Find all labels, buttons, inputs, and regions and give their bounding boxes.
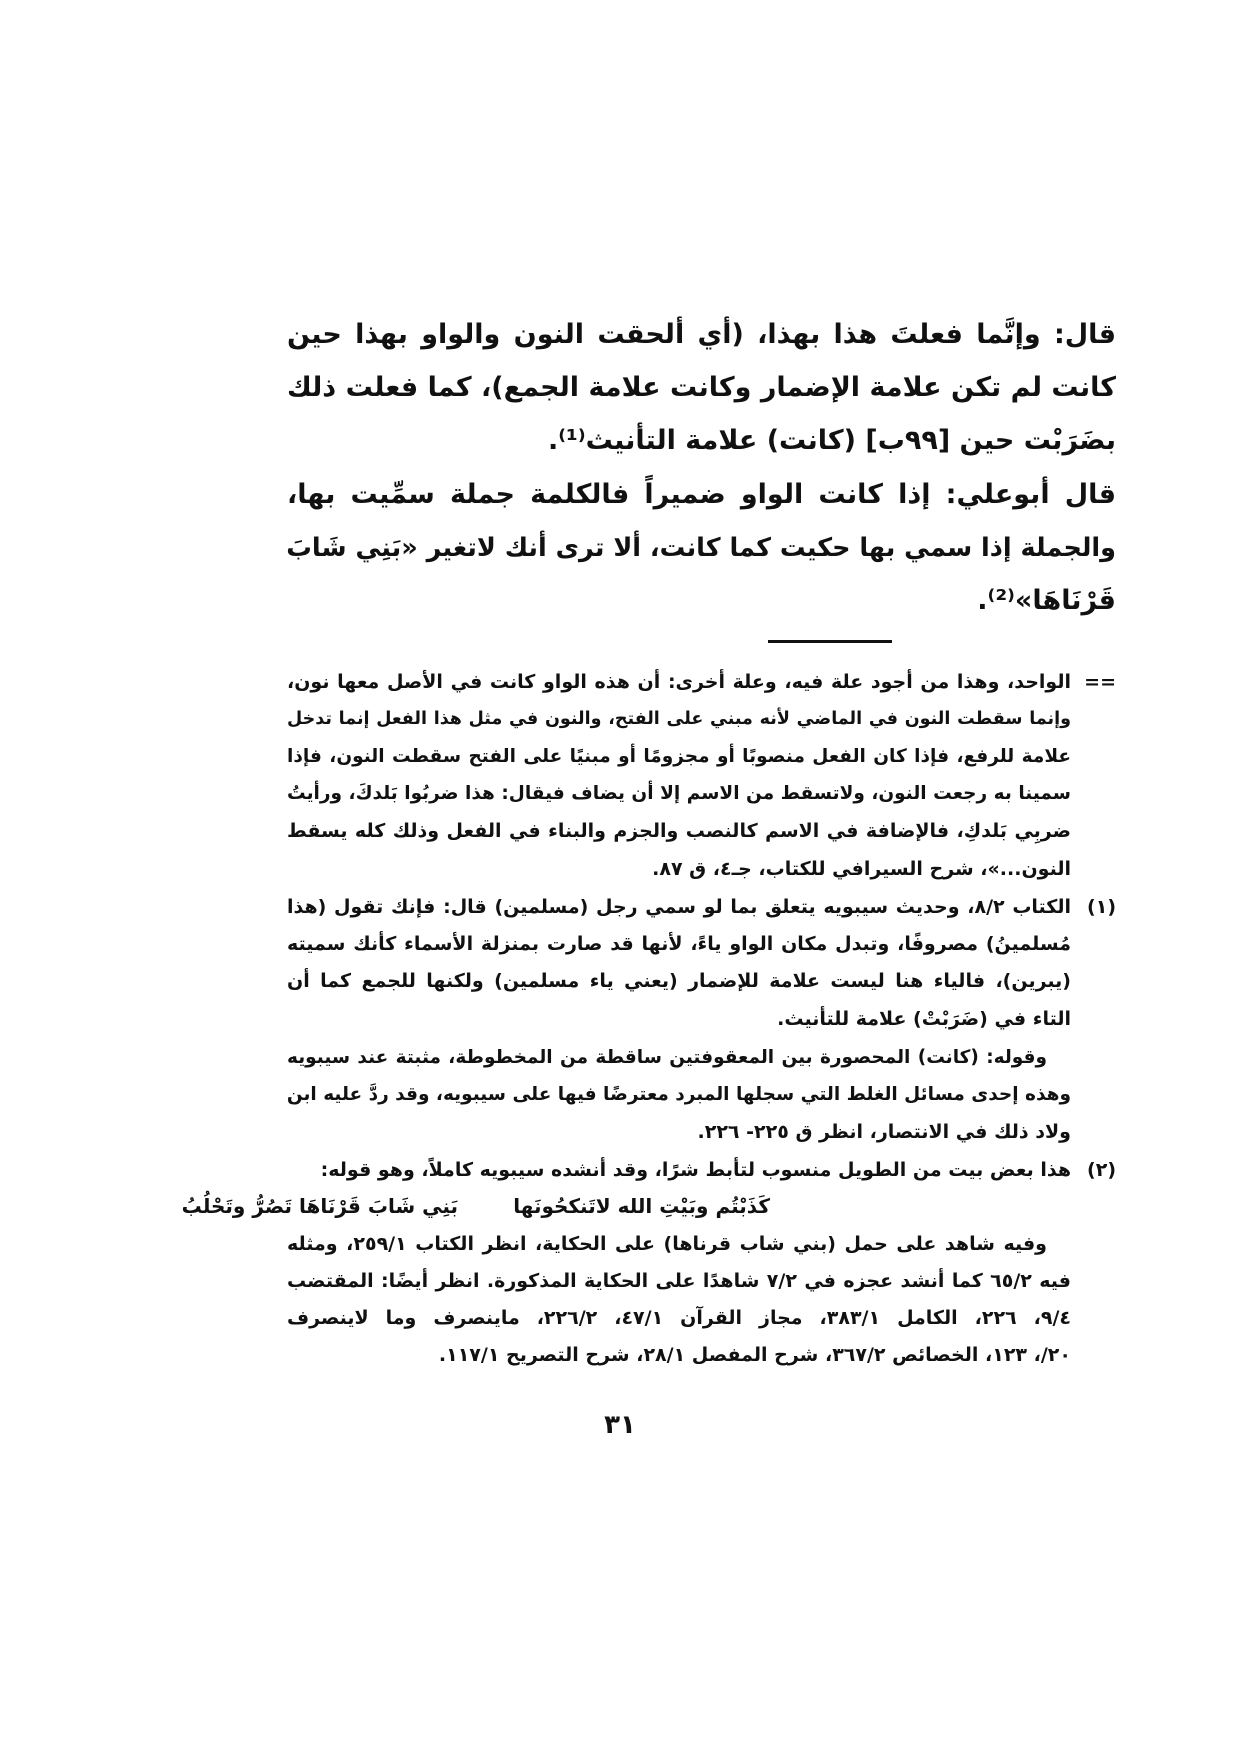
- main-text-line: والجملة إذا سمي بها حكيت كما كانت، ألا ترى أنك لاتغير «بَنِي شَابَ: [286, 533, 1116, 563]
- verse-second-hemistich: بَنِي شَابَ قَرْنَاهَا تَصُرُّ وتَحْلُبُ: [181, 1194, 458, 1218]
- footnote-line: ولاد ذلك في الانتصار، انظر ق ٢٢٥- ٢٢٦.: [697, 1121, 1071, 1143]
- verse-first-hemistich: كَذَبْتُم وبَيْتِ الله لاتَنكحُونَها: [513, 1194, 770, 1218]
- footnote-line: ٢٠/، ١٢٣، الخصائص ٣٦٧/٢، شرح المفصل ٢٨/١، شرح التصريح ١١٧/١.: [438, 1344, 1071, 1366]
- footnote-line: الكتاب ٨/٢، وحديث سيبويه يتعلق بما لو سمي رجل (مسلمين) قال: فإنك تقول (هذا: [287, 896, 1072, 918]
- footnote-line: سمينا به رجعت النون، ولاتسقط من الاسم إلا أن يضاف فيقال: هذا ضربُوا بَلدكَ، ورأيتُ: [287, 783, 1071, 804]
- footnote-line: وهذه إحدى مسائل الغلط التي سجلها المبرد معترضًا فيها على سيبويه، وقد ردَّ عليه ابن: [286, 1084, 1071, 1105]
- main-text-line: بضَرَبْت حين [٩٩ب] (كانت) علامة التأنيث⁽¹⁾.: [547, 425, 1116, 456]
- footnote-line: علامة للرفع، فإذا كان الفعل منصوبًا أو مجزومًا أو مبنيًا على الفتح سقطت النون، فإذا: [287, 746, 1071, 767]
- footnote-line: ٩/٤، ٢٢٦، الكامل ٣٨٣/١، مجاز القرآن ٤٧/١، ٢٢٦/٢، ماينصرف وما لاينصرف: [287, 1307, 1071, 1329]
- footnote-line: النون...»، شرح السيرافي للكتاب، جـ٤، ق ٨٧.: [652, 858, 1071, 880]
- footnote-line: وقوله: (كانت) المحصورة بين المعقوفتين ساقطة من المخطوطة، مثبتة عند سيبويه: [287, 1047, 1047, 1068]
- main-text-line: قال: وإنَّما فعلتَ هذا بهذا، (أي ألحقت النون والواو بهذا حين: [287, 319, 1116, 350]
- footnote-line: هذا بعض بيت من الطويل منسوب لتأبط شرًا، وقد أنشده سيبويه كاملاً، وهو قوله:: [320, 1159, 1071, 1181]
- page-number: ٣١: [604, 1410, 636, 1440]
- footnote-separator: [768, 640, 892, 643]
- footnote-line: ضربِي بَلدكِ، فالإضافة في الاسم كالنصب والجزم والبناء في الفعل وذلك كله يسقط: [287, 820, 1071, 842]
- footnote-1-marker: (١): [1087, 896, 1116, 918]
- footnote-line: الواحد، وهذا من أجود علة فيه، وعلة أخرى: أن هذه الواو كانت في الأصل معها نون،: [287, 671, 1071, 693]
- main-text-line: كانت لم تكن علامة الإضمار وكانت علامة الجمع)، كما فعلت ذلك: [287, 372, 1116, 403]
- footnote-continuation-marker: ==: [1084, 671, 1116, 693]
- main-text-line: قَرْنَاهَا»⁽²⁾.: [977, 585, 1116, 616]
- footnote-line: مُسلمينُ) مصروفًا، وتبدل مكان الواو ياءً، لأنها قد صارت بمنزلة الأسماء كأنك سميته: [287, 933, 1071, 955]
- footnote-line: وإنما سقطت النون في الماضي لأنه مبني على الفتح، والنون في مثل هذا الفعل إنما تدخل: [287, 709, 1071, 729]
- footnote-line: التاء في (ضَرَبْتْ) علامة للتأنيث.: [777, 1008, 1071, 1030]
- footnote-line: (يبرين)، فالياء هنا ليست علامة للإضمار (يعني ياء مسلمين) ولكنها للجمع كما أن: [287, 970, 1071, 992]
- footnote-line: وفيه شاهد على حمل (بني شاب قرناها) على الحكاية، انظر الكتاب ٢٥٩/١، ومثله: [287, 1233, 1047, 1255]
- footnote-line: فيه ٦٥/٢ كما أنشد عجزه في ٧/٢ شاهدًا على الحكاية المذكورة. انظر أيضًا: المقتضب: [287, 1270, 1072, 1292]
- main-text-line: قال أبوعلي: إذا كانت الواو ضميراً فالكلمة جملة سمِّيت بها،: [287, 479, 1116, 510]
- footnote-2-marker: (٢): [1087, 1159, 1116, 1181]
